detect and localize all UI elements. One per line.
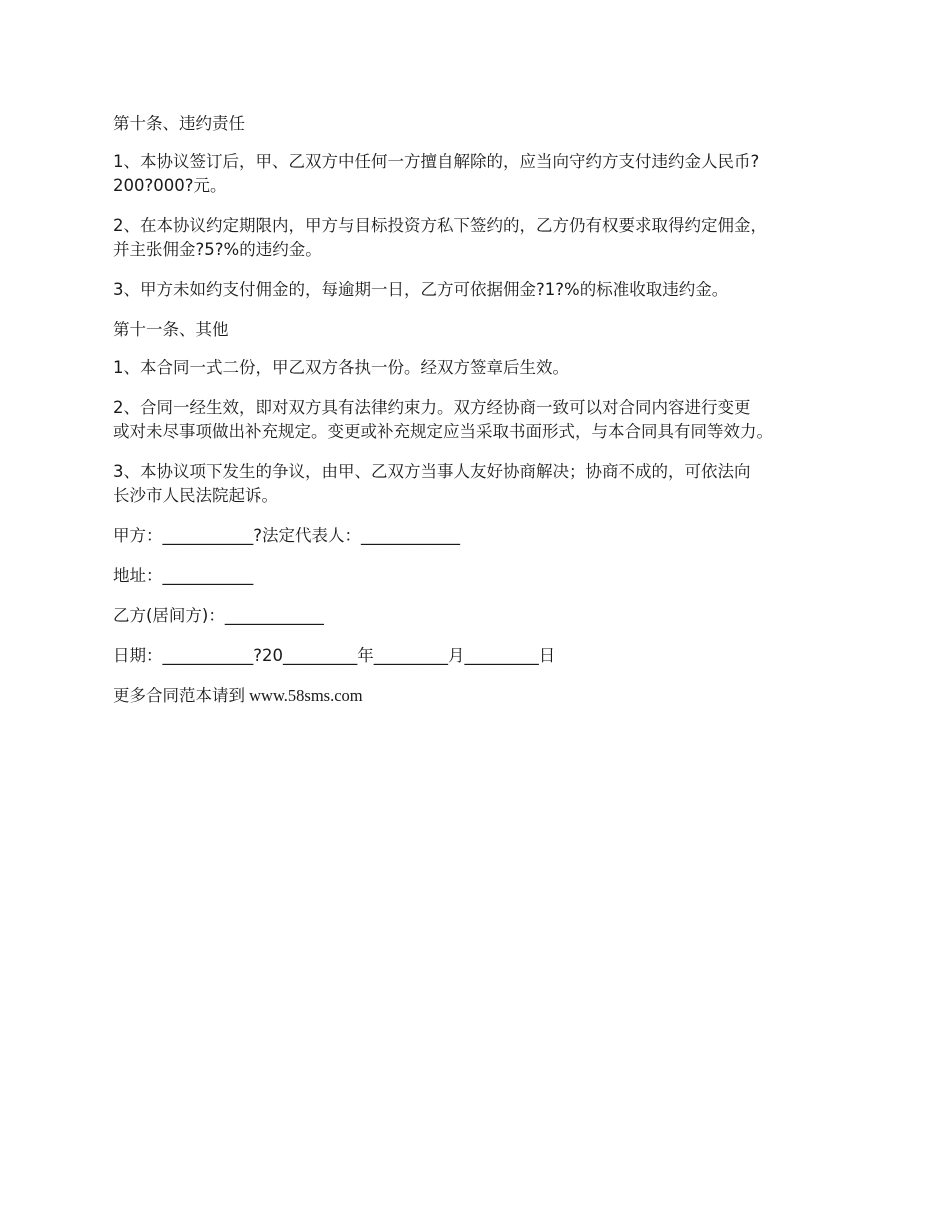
clause-line: 2、合同一经生效，即对双方具有法律约束力。双方经协商一致可以对合同内容进行变更 bbox=[113, 398, 751, 417]
clause-line: 1、本合同一式二份，甲乙双方各执一份。经双方签章后生效。 bbox=[113, 358, 569, 377]
article-11-title: 第十一条、其他 bbox=[113, 320, 229, 339]
article-10-clause-3 bbox=[113, 278, 853, 302]
article-10-clause-1 bbox=[113, 150, 853, 198]
clause-line: 200?000?元。 bbox=[113, 176, 227, 195]
article-11-clause-3 bbox=[113, 460, 853, 508]
article-11-clause-1 bbox=[113, 356, 853, 380]
clause-line: 1、本协议签订后，甲、乙双方中任何一方擅自解除的，应当向守约方支付违约金人民币? bbox=[113, 152, 760, 171]
document-page bbox=[113, 112, 853, 724]
clause-line: 3、本协议项下发生的争议，由甲、乙双方当事人友好协商解决；协商不成的，可依法向 bbox=[113, 462, 751, 481]
article-11-clause-2 bbox=[113, 396, 853, 444]
party-b-signature-line: 乙方(居间方)：____________ bbox=[113, 606, 324, 625]
footer-note: 更多合同范本请到 www.58sms.com bbox=[113, 686, 363, 705]
clause-line: 或对未尽事项做出补充规定。变更或补充规定应当采取书面形式，与本合同具有同等效力。 bbox=[113, 422, 773, 441]
clause-line: 并主张佣金?5?%的违约金。 bbox=[113, 240, 322, 259]
clause-line: 2、在本协议约定期限内，甲方与目标投资方私下签约的，乙方仍有权要求取得约定佣金， bbox=[113, 216, 767, 235]
party-a-signature-line: 甲方：___________?法定代表人：____________ bbox=[113, 526, 461, 545]
date-line: 日期：___________?20_________年_________月_________日 bbox=[113, 646, 556, 665]
article-10-clause-2 bbox=[113, 214, 853, 262]
clause-line: 3、甲方未如约支付佣金的，每逾期一日，乙方可依据佣金?1?%的标准收取违约金。 bbox=[113, 280, 729, 299]
clause-line: 长沙市人民法院起诉。 bbox=[113, 486, 278, 505]
address-line: 地址：___________ bbox=[113, 566, 254, 585]
article-10-title: 第十条、违约责任 bbox=[113, 114, 245, 133]
